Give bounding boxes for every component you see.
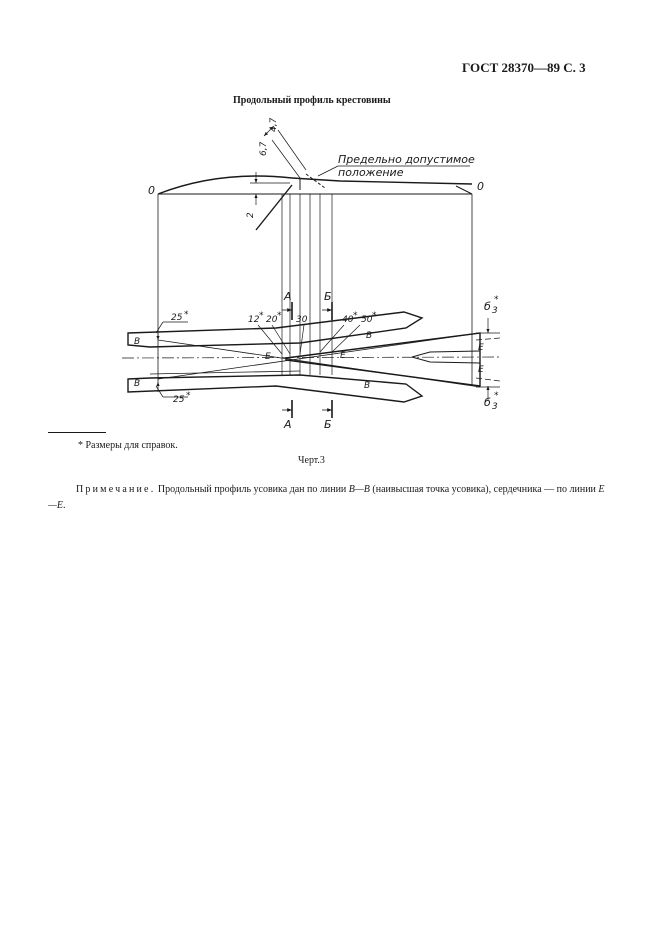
- e-label-right-top: Е: [478, 343, 484, 353]
- v-label-lower: В: [364, 381, 371, 391]
- note-lead: Примечание.: [76, 484, 156, 495]
- figure-caption: Черт.3: [298, 455, 325, 466]
- b3-bottom-sub: 3: [492, 402, 498, 412]
- section-a-bottom: А: [284, 418, 292, 431]
- axis-line: [122, 357, 500, 358]
- width-12: 12: [248, 315, 260, 325]
- callout-line2: положение: [338, 166, 404, 179]
- b3-top: б: [484, 300, 491, 313]
- star-12: *: [259, 311, 264, 321]
- v-label-left-top: В: [134, 337, 141, 347]
- note-text-3: .: [63, 500, 66, 511]
- e-label-right-bottom: Е: [478, 365, 484, 375]
- v-label-upper: В: [366, 331, 373, 341]
- section-b-top: Б: [324, 290, 332, 303]
- width-40: 40: [342, 315, 354, 325]
- footnote: * Размеры для справок.: [78, 440, 178, 451]
- section-b-bottom: Б: [324, 418, 332, 431]
- e-label-mid: Е: [340, 351, 346, 361]
- star-20: *: [277, 311, 282, 321]
- note-paragraph: [48, 482, 608, 514]
- width-25-top: 25: [171, 313, 183, 323]
- e-label-left: Е: [265, 352, 271, 362]
- dimension-2: 2: [246, 212, 256, 218]
- b3-bottom: б: [484, 396, 491, 409]
- v-label-left-bottom: В: [134, 379, 141, 389]
- crossing-drawing: [0, 0, 661, 440]
- profile-right-drop: [456, 186, 472, 194]
- star-25-top: *: [184, 310, 189, 320]
- star-50: *: [372, 311, 377, 321]
- width-50: 50: [361, 315, 373, 325]
- width-20: 20: [266, 315, 278, 325]
- dimension-4-7: 4,7: [269, 117, 279, 132]
- width-25-bottom: 25: [173, 395, 185, 405]
- note-line-ee: Е—Е: [48, 484, 605, 511]
- callout-line1: Предельно допустимое: [338, 153, 475, 166]
- note-text-1: Продольный профиль усовика дан по линии: [155, 484, 349, 495]
- footnote-rule: [48, 432, 106, 433]
- dimension-6-7: 6,7: [259, 141, 269, 156]
- star-25-bottom: *: [186, 391, 191, 401]
- zero-left-label: 0: [148, 184, 155, 197]
- note-text-2: (наивысшая точка усовика), сердечника — по линии: [369, 484, 599, 495]
- profile-left-slope: [256, 185, 292, 230]
- limit-line: [306, 174, 325, 188]
- profile-curve: [158, 176, 292, 194]
- zero-right-label: 0: [477, 180, 484, 193]
- page-header: ГОСТ 28370—89 С. 3: [462, 60, 586, 75]
- b3-top-star: *: [494, 295, 499, 305]
- width-30: 30: [296, 315, 308, 325]
- figure-title: Продольный профиль крестовины: [233, 95, 391, 106]
- b3-top-sub: 3: [492, 306, 498, 316]
- note-line-vv: В—В: [348, 484, 370, 495]
- b3-bottom-star: *: [494, 391, 499, 401]
- star-40: *: [353, 311, 358, 321]
- section-a-top: А: [284, 290, 292, 303]
